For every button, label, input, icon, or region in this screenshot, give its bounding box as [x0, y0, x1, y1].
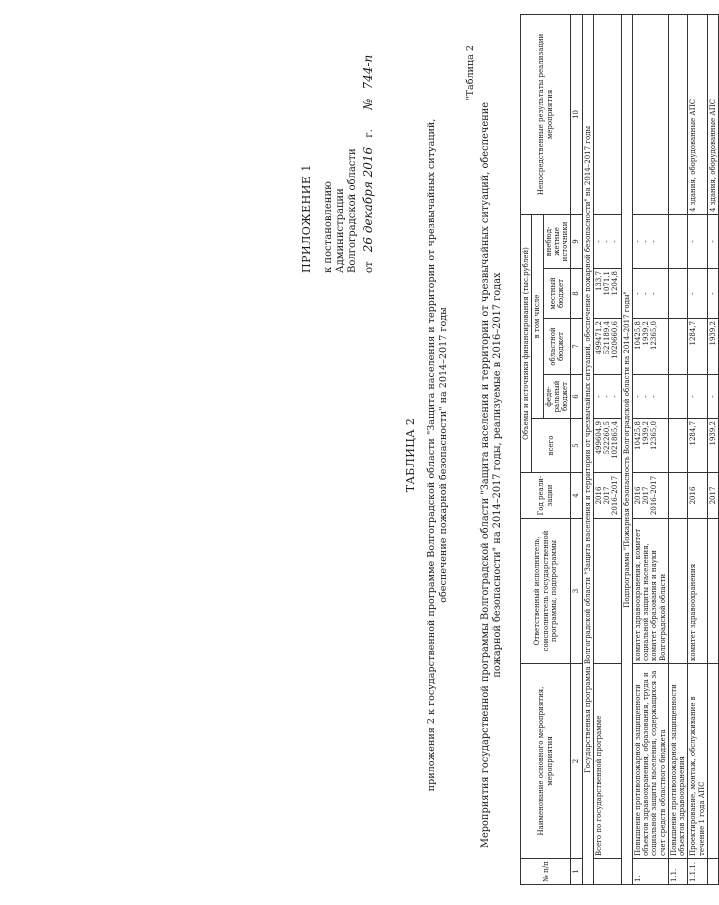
date-prefix: от [364, 261, 376, 273]
row111-federal-a: - [688, 375, 708, 419]
row111-total-b: 1939,2 [707, 419, 718, 473]
total-sum-1: 499604,9 [594, 421, 603, 455]
row1-year-2: 2017 [642, 486, 650, 505]
row111-extra-a: - [688, 214, 708, 268]
row1-year-1: 2016 [633, 486, 642, 505]
row1-federal-1: - [633, 395, 642, 398]
row111-year-b: 2017 [707, 473, 718, 519]
row1-regional-3: 12365,0 [650, 321, 659, 350]
row1-total-1: 10425,8 [633, 421, 642, 450]
colnum-8: 8 [571, 269, 582, 319]
subprogram-title: Подпрограмма "Пожарная безопасность Волгоградской области на 2014–2017 годы" [621, 14, 632, 884]
appendix-line-3: Волгоградской области [347, 148, 359, 273]
appendix-title: ПРИЛОЖЕНИЕ 1 [300, 164, 313, 273]
header-local: местный бюджет [543, 269, 571, 319]
header-extra: внебюд-жетные источники [543, 214, 571, 268]
total-extra-3: - [611, 240, 620, 243]
row1-local-3: - [650, 292, 659, 295]
table-row [668, 14, 688, 884]
row11-num: 1.1. [668, 859, 688, 885]
header-executor: Ответственный исполнитель, соисполнитель государственной программы, подпрограммы [521, 519, 571, 664]
row1-extra-3: - [650, 240, 659, 243]
table-title: ТАБЛИЦА 2 [404, 417, 417, 493]
row1-federal-3: - [650, 395, 659, 398]
table-row [707, 14, 718, 884]
total-row-name: Всего по государственной программе [593, 664, 621, 859]
subprogram-title-row [621, 14, 632, 884]
row1-regional-1: 10425,8 [633, 321, 642, 350]
row111-total-a: 1284,7 [688, 419, 708, 473]
total-regional-2: 521189,4 [603, 321, 611, 355]
row1-name: Повышение противопожарной защищенности объектов здравоохранения, образования, труда и социальной защиты населения, содержащихся за счет средств областного бюджета [632, 664, 668, 859]
total-federal-1: - [594, 395, 603, 398]
header-total: всего [532, 419, 571, 473]
total-year-1: 2016 [594, 486, 603, 505]
colnum-6: 6 [571, 375, 582, 419]
appendix-date-line [361, 43, 376, 273]
total-regional-3: 1020660,6 [611, 321, 620, 359]
row1-year-3: 2016–2017 [650, 475, 659, 516]
row111-extra-b: - [707, 214, 718, 268]
decree-number: 744-п [361, 54, 376, 90]
program-title-row [582, 14, 593, 884]
table-subtitle: приложения 2 к государственной программе Волгоградской области "Защита населения и территории от чрезвычайных ситуаций, обеспечение пожарной безопасности" на 2014–2017 годы [426, 118, 449, 792]
row111-result-a: 4 здания, оборудованные АПС [688, 14, 708, 214]
colnum-9: 9 [571, 214, 582, 268]
colnum-5: 5 [571, 419, 582, 473]
total-regional-1: 499471,2 [594, 321, 603, 355]
row11-name: Повышение противопожарной защищенности объектов здравоохранения [668, 664, 688, 859]
total-sum-2: 522260,5 [603, 421, 611, 455]
header-year: Год реали-зации [521, 473, 571, 519]
table-row [632, 14, 668, 884]
program-title: Государственная программа Волгоградской области "Защита населения и территории от чрезвычайных ситуаций, обеспечение пожарной безопасности" на 2014–2017 годы [582, 14, 593, 884]
total-extra-2: - [603, 240, 611, 243]
appendix-line-1: к постановлению [323, 181, 335, 273]
header-results: Непосредственные результаты реализации мероприятия [521, 14, 571, 214]
total-extra-1: - [594, 240, 603, 243]
handwritten-date: 26 декабря 2016 [361, 146, 376, 253]
row1-num: 1. [632, 859, 668, 885]
row111-regional-b: 1939,2 [707, 319, 718, 375]
header-num: № п/п [521, 859, 571, 885]
total-local-1: 133,7 [594, 271, 603, 292]
row1-local-1: - [633, 292, 642, 295]
colnum-4: 4 [571, 473, 582, 519]
header-row-1 [521, 14, 532, 884]
row111-local-a: - [688, 269, 708, 319]
header-regional: областной бюджет [543, 319, 571, 375]
row1-extra-1: - [633, 240, 642, 243]
total-local-2: 1071,1 [603, 271, 611, 296]
measures-table [520, 14, 719, 885]
table-number-label: "Таблица 2 [465, 45, 476, 101]
row1-total-2: 1939,2 [642, 421, 650, 446]
header-financing-group: Объемы и источники финансирования (тыс.рублей) [521, 214, 532, 472]
row1-executor: комитет здравоохранения, комитет социальной защиты населения, комитет образования и науки Волгоградской области [632, 519, 668, 664]
row1-extra-2: - [642, 240, 650, 243]
total-federal-3: - [611, 395, 620, 398]
row111-local-b: - [707, 269, 718, 319]
colnum-1: 1 [571, 859, 582, 885]
colnum-10: 10 [571, 14, 582, 214]
row111-num: 1.1.1. [688, 859, 708, 885]
appendix-block [300, 43, 376, 273]
row1-local-2: - [642, 292, 650, 295]
appendix-line-2: Администрации [335, 188, 347, 273]
row1-regional-2: 1939,2 [642, 321, 650, 346]
table-heading: Мероприятия государственной программы Волгоградской области "Защита населения и территории от чрезвычайных ситуаций, обеспечение пожарной безопасности" на 2014–2017 годы, реализуемые в 2016–2017 годах [480, 101, 504, 849]
table-row [688, 14, 708, 884]
header-including: в том числе [532, 214, 543, 418]
row111-year-a: 2016 [688, 473, 708, 519]
header-measure: Наименование основного мероприятия, мероприятия [521, 664, 571, 859]
header-federal: феде-ральный бюджет [543, 375, 571, 419]
total-year-2: 2017 [603, 486, 611, 505]
table-row [593, 14, 621, 884]
row111-executor: комитет здравоохранения [688, 519, 708, 664]
row1-total-3: 12365,0 [650, 421, 659, 450]
colnum-2: 2 [571, 664, 582, 859]
colnum-7: 7 [571, 319, 582, 375]
colnum-3: 3 [571, 519, 582, 664]
row111-result-b: 4 здания, оборудованные АПС [707, 14, 718, 214]
row111-federal-b: - [707, 375, 718, 419]
decree-number-label: № [361, 98, 376, 111]
total-sum-3: 1021865,4 [611, 421, 620, 459]
column-number-row [571, 14, 582, 884]
row1-federal-2: - [642, 395, 650, 398]
total-local-3: 1204,8 [611, 271, 620, 296]
date-suffix: г. [364, 129, 376, 138]
row111-regional-a: 1284,7 [688, 319, 708, 375]
total-year-3: 2016–2017 [611, 475, 620, 516]
total-federal-2: - [603, 395, 611, 398]
row111-name: Проектирование, монтаж, обслуживание в течение 1 года АПС [688, 664, 708, 859]
